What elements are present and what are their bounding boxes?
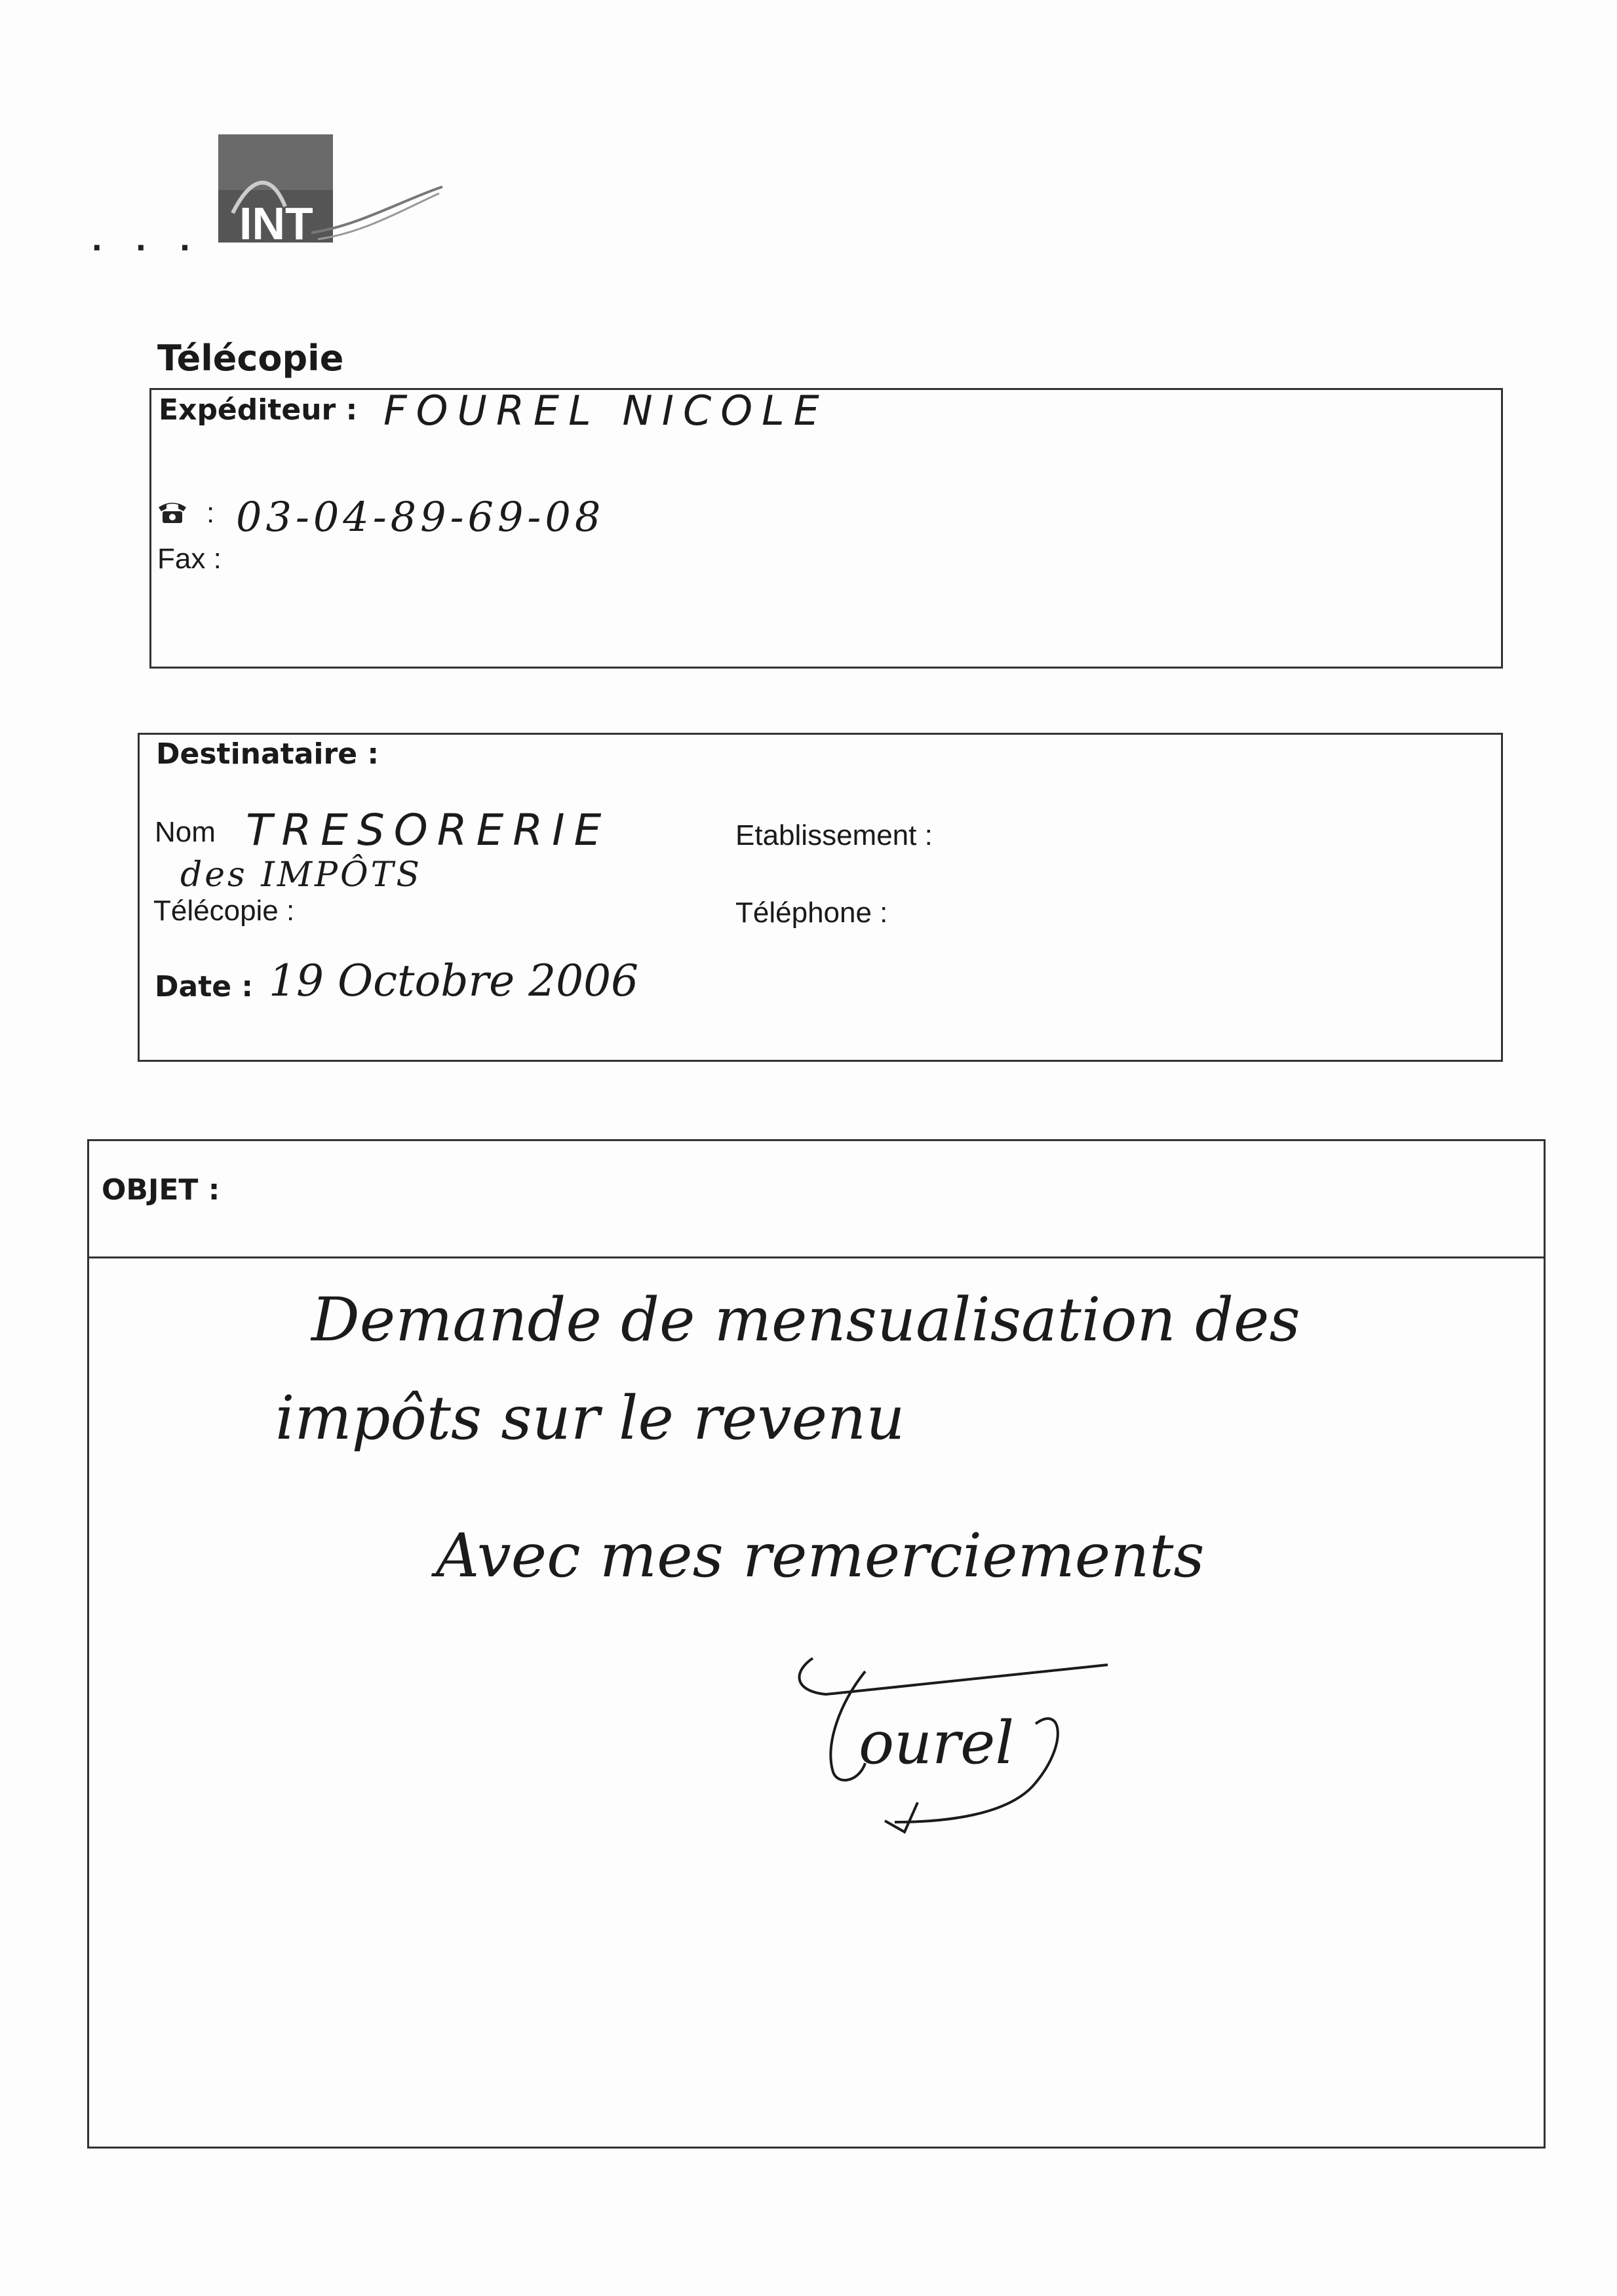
logo-text: INT bbox=[239, 198, 313, 249]
telephone-icon bbox=[156, 498, 189, 526]
date-label: Date : bbox=[155, 970, 254, 1003]
document-title: Télécopie bbox=[157, 338, 344, 379]
date-value: 19 Octobre 2006 bbox=[269, 956, 639, 1006]
handwritten-signature bbox=[787, 1645, 1127, 1842]
nom-value-line2: des IMPÔTS bbox=[180, 855, 422, 895]
objet-line1: Demande de mensualisation des bbox=[311, 1285, 1300, 1355]
objet-line2: impôts sur le revenu bbox=[275, 1383, 905, 1453]
nom-label: Nom bbox=[155, 816, 216, 848]
sender-label: Expéditeur : bbox=[159, 393, 358, 427]
phone-separator: : bbox=[206, 497, 215, 529]
sender-phone: 03-04-89-69-08 bbox=[236, 493, 605, 541]
telecopie-label: Télécopie : bbox=[153, 895, 295, 927]
header-dots: . . . bbox=[92, 217, 202, 258]
svg-text:ourel: ourel bbox=[859, 1709, 1015, 1778]
fax-label: Fax : bbox=[157, 543, 222, 575]
recipient-label: Destinataire : bbox=[156, 737, 379, 771]
nom-value-line1: TRESORERIE bbox=[246, 805, 611, 855]
sender-name: FOUREL NICOLE bbox=[383, 387, 828, 435]
objet-label: OBJET : bbox=[102, 1173, 220, 1207]
objet-divider bbox=[87, 1256, 1546, 1258]
etablissement-label: Etablissement : bbox=[735, 819, 933, 851]
int-logo bbox=[213, 134, 449, 252]
telephone-label: Téléphone : bbox=[735, 897, 888, 929]
objet-closing: Avec mes remerciements bbox=[436, 1521, 1205, 1591]
